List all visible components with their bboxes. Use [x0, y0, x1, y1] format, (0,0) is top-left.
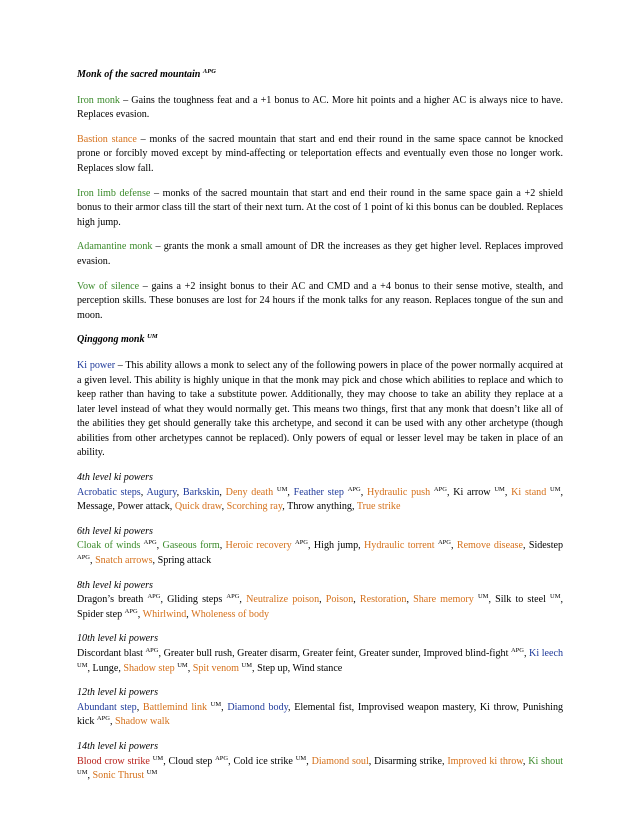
ki-power-name: Improved ki throw	[447, 755, 523, 767]
ki-power-source: UM	[295, 754, 307, 762]
ki-power-name: Discordant blast	[77, 648, 143, 659]
ki-power-source: APG	[147, 593, 161, 601]
ki-power-source: UM	[77, 661, 88, 669]
ability-text: – monks of the sacred mountain that start and end their round in the same space gain a +2 shield bonus to their armor class till the start of their next turn. At the cost of 1 point of ki this bonus can be doubled. Replaces high jump.	[77, 187, 563, 228]
ki-power-name: Greater feint	[302, 648, 354, 659]
ability-term: Bastion stance	[77, 133, 137, 145]
ki-power-source: UM	[210, 700, 222, 708]
ki-level-heading: 14th level ki powers	[77, 740, 159, 752]
ki-power-source: UM	[241, 661, 253, 669]
ki-power-name: Improvised weapon mastery	[357, 701, 474, 713]
ki-power-name: Ki leech	[529, 648, 563, 659]
ki-power-name: Ki throw	[479, 701, 517, 713]
ability-term: Adamantine monk	[77, 241, 153, 253]
ki-power-name: Wind stance	[292, 662, 343, 674]
ability-term: Vow of silence	[77, 280, 140, 292]
ki-power-name: Sonic Thrust	[92, 770, 145, 782]
ki-power-name: Shadow walk	[114, 716, 170, 728]
ki-level-heading: 4th level ki powers	[77, 472, 153, 484]
ki-power-name: Scorching ray	[226, 501, 283, 513]
ki-power-list: Cloak of winds $^{APG}$, Gaseous form, Heroic recovery $^{APG}$, High jump, Hydraulic torrent $^{APG}$, Remove disease, Sidestep $^{APG}$, Snatch arrows, Spring attack	[77, 539, 564, 567]
ki-power-name: Improved blind-fight	[423, 648, 509, 659]
ki-power-name: Dragon’s breath	[77, 594, 144, 606]
ki-power-source: APG	[510, 647, 524, 654]
ki-power-source: APG	[295, 539, 309, 547]
ki-power-name: Acrobatic steps	[77, 486, 141, 498]
ki-power-name: Barkskin	[182, 486, 220, 498]
ki-power-name: Quick draw	[174, 501, 222, 513]
section-title-source: UM	[147, 333, 158, 341]
ki-power-list: Blood crow strike $^{UM}$, Cloud step $^{APG}$, Cold ice strike $^{UM}$, Diamond soul, Disarming strike, Improved ki throw, Ki shout $^{UM}$, Sonic Thrust $^{UM}$	[77, 754, 564, 782]
ki-power-name: Greater disarm	[237, 648, 298, 659]
ki-power-name: Blood crow strike	[77, 755, 150, 767]
ability-paragraph	[77, 240, 563, 269]
ki-power-list: Acrobatic steps, Augury, Barkskin, Deny death $^{UM}$, Feather step $^{APG}$, Hydraulic push $^{APG}$, Ki arrow $^{UM}$, Ki stand $^{UM}$, Message, Power attack, Quick draw, Scorching ray, Throw anything, True strike	[77, 485, 564, 513]
ki-power-name: Ki shout	[528, 755, 564, 767]
ki-power-source: UM	[550, 485, 561, 493]
ability-term: Ki power	[77, 359, 116, 371]
ki-power-name: Neutralize poison	[246, 594, 320, 606]
ki-power-name: Cloak of winds	[77, 540, 141, 552]
ki-power-name: Battlemind link	[142, 701, 208, 713]
ability-term: Iron monk	[77, 94, 120, 106]
ability-text: – This ability allows a monk to select any of the following powers in place of the power normally acquired at a given level. This ability is highly unique in that the monk may pick and chose which abilities to replace and which to keep rather than having to take a substitute power. Additionally, they may choose to take an ability they replace at a later level instead of what they would normally get. This means two things, first that any monk that doesn’t like all of the abilities they get should generally take this archetype, and second it can be used with any other archetype (though abilities from other archetypes cannot be replaced). Only powers of equal or lesser level may be taken in place of an ability.	[77, 359, 564, 459]
ki-power-levels	[77, 471, 563, 784]
ki-level-heading: 8th level ki powers	[77, 579, 153, 591]
section-title-source: APG	[202, 68, 216, 75]
ki-power-name: Throw anything	[287, 501, 352, 513]
ability-paragraph	[77, 133, 563, 177]
ki-power-source: APG	[145, 647, 159, 654]
ability-text: – Gains the toughness feat and a +1 bonus to AC. More hit points and a higher AC is always nice to have. Replaces evasion.	[77, 94, 564, 121]
ki-power-name: Gaseous form	[162, 540, 220, 552]
ki-power-list: Abundant step, Battlemind link $^{UM}$, Diamond body, Elemental fist, Improvised weapon mastery, Ki throw, Punishing kick $^{APG}$, Shadow walk	[77, 700, 564, 728]
ki-power-name: Shadow step	[123, 662, 175, 674]
section-title	[77, 333, 563, 348]
ki-power-name: Restoration	[359, 594, 407, 606]
section-title-text: Qinggong monk	[77, 334, 145, 346]
ability-paragraph	[77, 94, 563, 123]
ki-power-source: UM	[77, 769, 88, 777]
ki-power-name: Snatch arrows	[95, 555, 153, 567]
ability-paragraph	[77, 359, 563, 461]
ki-power-name: Feather step	[293, 486, 344, 498]
ki-power-source: APG	[437, 539, 451, 547]
ki-power-name: Diamond body	[227, 701, 289, 713]
ki-level-heading: 10th level ki powers	[77, 633, 159, 645]
ability-paragraph	[77, 280, 563, 324]
ki-power-source: APG	[226, 593, 240, 601]
ki-power-name: Elemental fist	[294, 701, 352, 713]
ki-power-name: Greater bull rush	[163, 648, 233, 659]
ki-power-name: Cloud step	[168, 755, 213, 767]
ki-power-source: APG	[96, 715, 110, 723]
section-title-text: Monk of the sacred mountain	[77, 69, 201, 80]
ability-term: Iron limb defense	[77, 187, 151, 199]
ki-power-name: Step up	[257, 662, 288, 674]
ki-power-source: APG	[124, 607, 138, 615]
section-title	[77, 68, 563, 83]
ki-power-name: Spit venom	[192, 662, 240, 674]
ki-power-name: Whirlwind	[142, 608, 187, 620]
ki-power-name: Gliding steps	[167, 594, 223, 606]
ability-text: – gains a +2 insight bonus to their AC and CMD and a +4 bonus to their sense motive, stealth, and perception skills. These bonuses are lost for 24 hours if the monk talks for any reason. Replaces tongue of the sun and moon.	[77, 280, 563, 321]
ki-power-name: Augury	[146, 486, 177, 498]
ki-power-name: Greater sunder	[358, 648, 419, 659]
ki-power-name: Sidestep	[528, 540, 564, 552]
ki-power-name: Poison	[325, 594, 354, 606]
ki-power-name: Ki stand	[511, 486, 547, 498]
document-page	[77, 68, 563, 794]
ki-power-name: Hydraulic torrent	[364, 540, 435, 552]
ki-power-name: High jump	[313, 540, 359, 552]
ability-paragraph	[77, 187, 563, 231]
ki-power-name: Abundant step	[77, 701, 137, 713]
ki-power-name: Ki arrow	[453, 486, 491, 498]
ki-power-name: Cold ice strike	[233, 755, 293, 767]
ki-power-name: Punishing kick	[77, 701, 564, 728]
ki-power-name: Hydraulic push	[366, 486, 431, 498]
ki-power-source: APG	[143, 539, 157, 547]
ki-power-name: Spider step	[77, 608, 123, 620]
ki-power-source: APG	[77, 554, 91, 562]
ki-power-name: Spring attack	[157, 555, 212, 567]
ki-power-name: True strike	[356, 501, 401, 513]
ki-power-name: Diamond soul	[311, 755, 369, 767]
ki-power-list: Discordant blast $^{APG}$, Greater bull rush, Greater disarm, Greater feint, Greater sunder, Improved blind-fight $^{APG}$, Ki leech $^{UM}$, Lunge, Shadow step $^{UM}$, Spit venom $^{UM}$, Step up, Wind stance	[77, 647, 563, 674]
ki-power-name: Message	[77, 501, 113, 513]
ki-power-list: Dragon’s breath $^{APG}$, Gliding steps $^{APG}$, Neutralize poison, Poison, Restoration, Share memory $^{UM}$, Silk to steel $^{UM}$, Spider step $^{APG}$, Whirlwind, Wholeness of body	[77, 593, 564, 620]
ki-level-heading: 12th level ki powers	[77, 687, 159, 699]
ability-text: – grants the monk a small amount of DR the increases as they get higher level. Replaces improved evasion.	[77, 241, 563, 267]
ki-power-source: APG	[215, 754, 229, 762]
ki-power-source: UM	[494, 485, 505, 493]
ki-power-name: Silk to steel	[495, 594, 546, 606]
ki-power-source: UM	[550, 593, 561, 601]
ki-power-name: Disarming strike	[374, 755, 442, 767]
ki-power-name: Lunge	[92, 662, 119, 674]
ki-power-name: Heroic recovery	[225, 540, 292, 552]
ki-power-name: Remove disease	[456, 540, 523, 552]
ki-power-source: UM	[152, 754, 164, 762]
ki-level-heading: 6th level ki powers	[77, 525, 153, 537]
ki-power-name: Share memory	[413, 594, 474, 606]
ki-power-name: Deny death	[225, 486, 274, 498]
ki-power-source: UM	[177, 661, 188, 669]
ki-power-source: UM	[146, 769, 158, 777]
ability-text: – monks of the sacred mountain that start and end their round in the same space cannot be knocked prone or forcibly moved except by mind-affecting or teleportation effects and eventually even those no longer work. Replaces slow fall.	[77, 133, 563, 174]
ki-power-source: APG	[347, 485, 361, 493]
ki-power-name: Power attack	[117, 501, 170, 513]
ki-power-source: UM	[276, 485, 288, 493]
ki-power-source: APG	[433, 485, 447, 493]
ki-power-source: UM	[477, 593, 489, 601]
ki-power-name: Wholeness of body	[191, 608, 270, 620]
